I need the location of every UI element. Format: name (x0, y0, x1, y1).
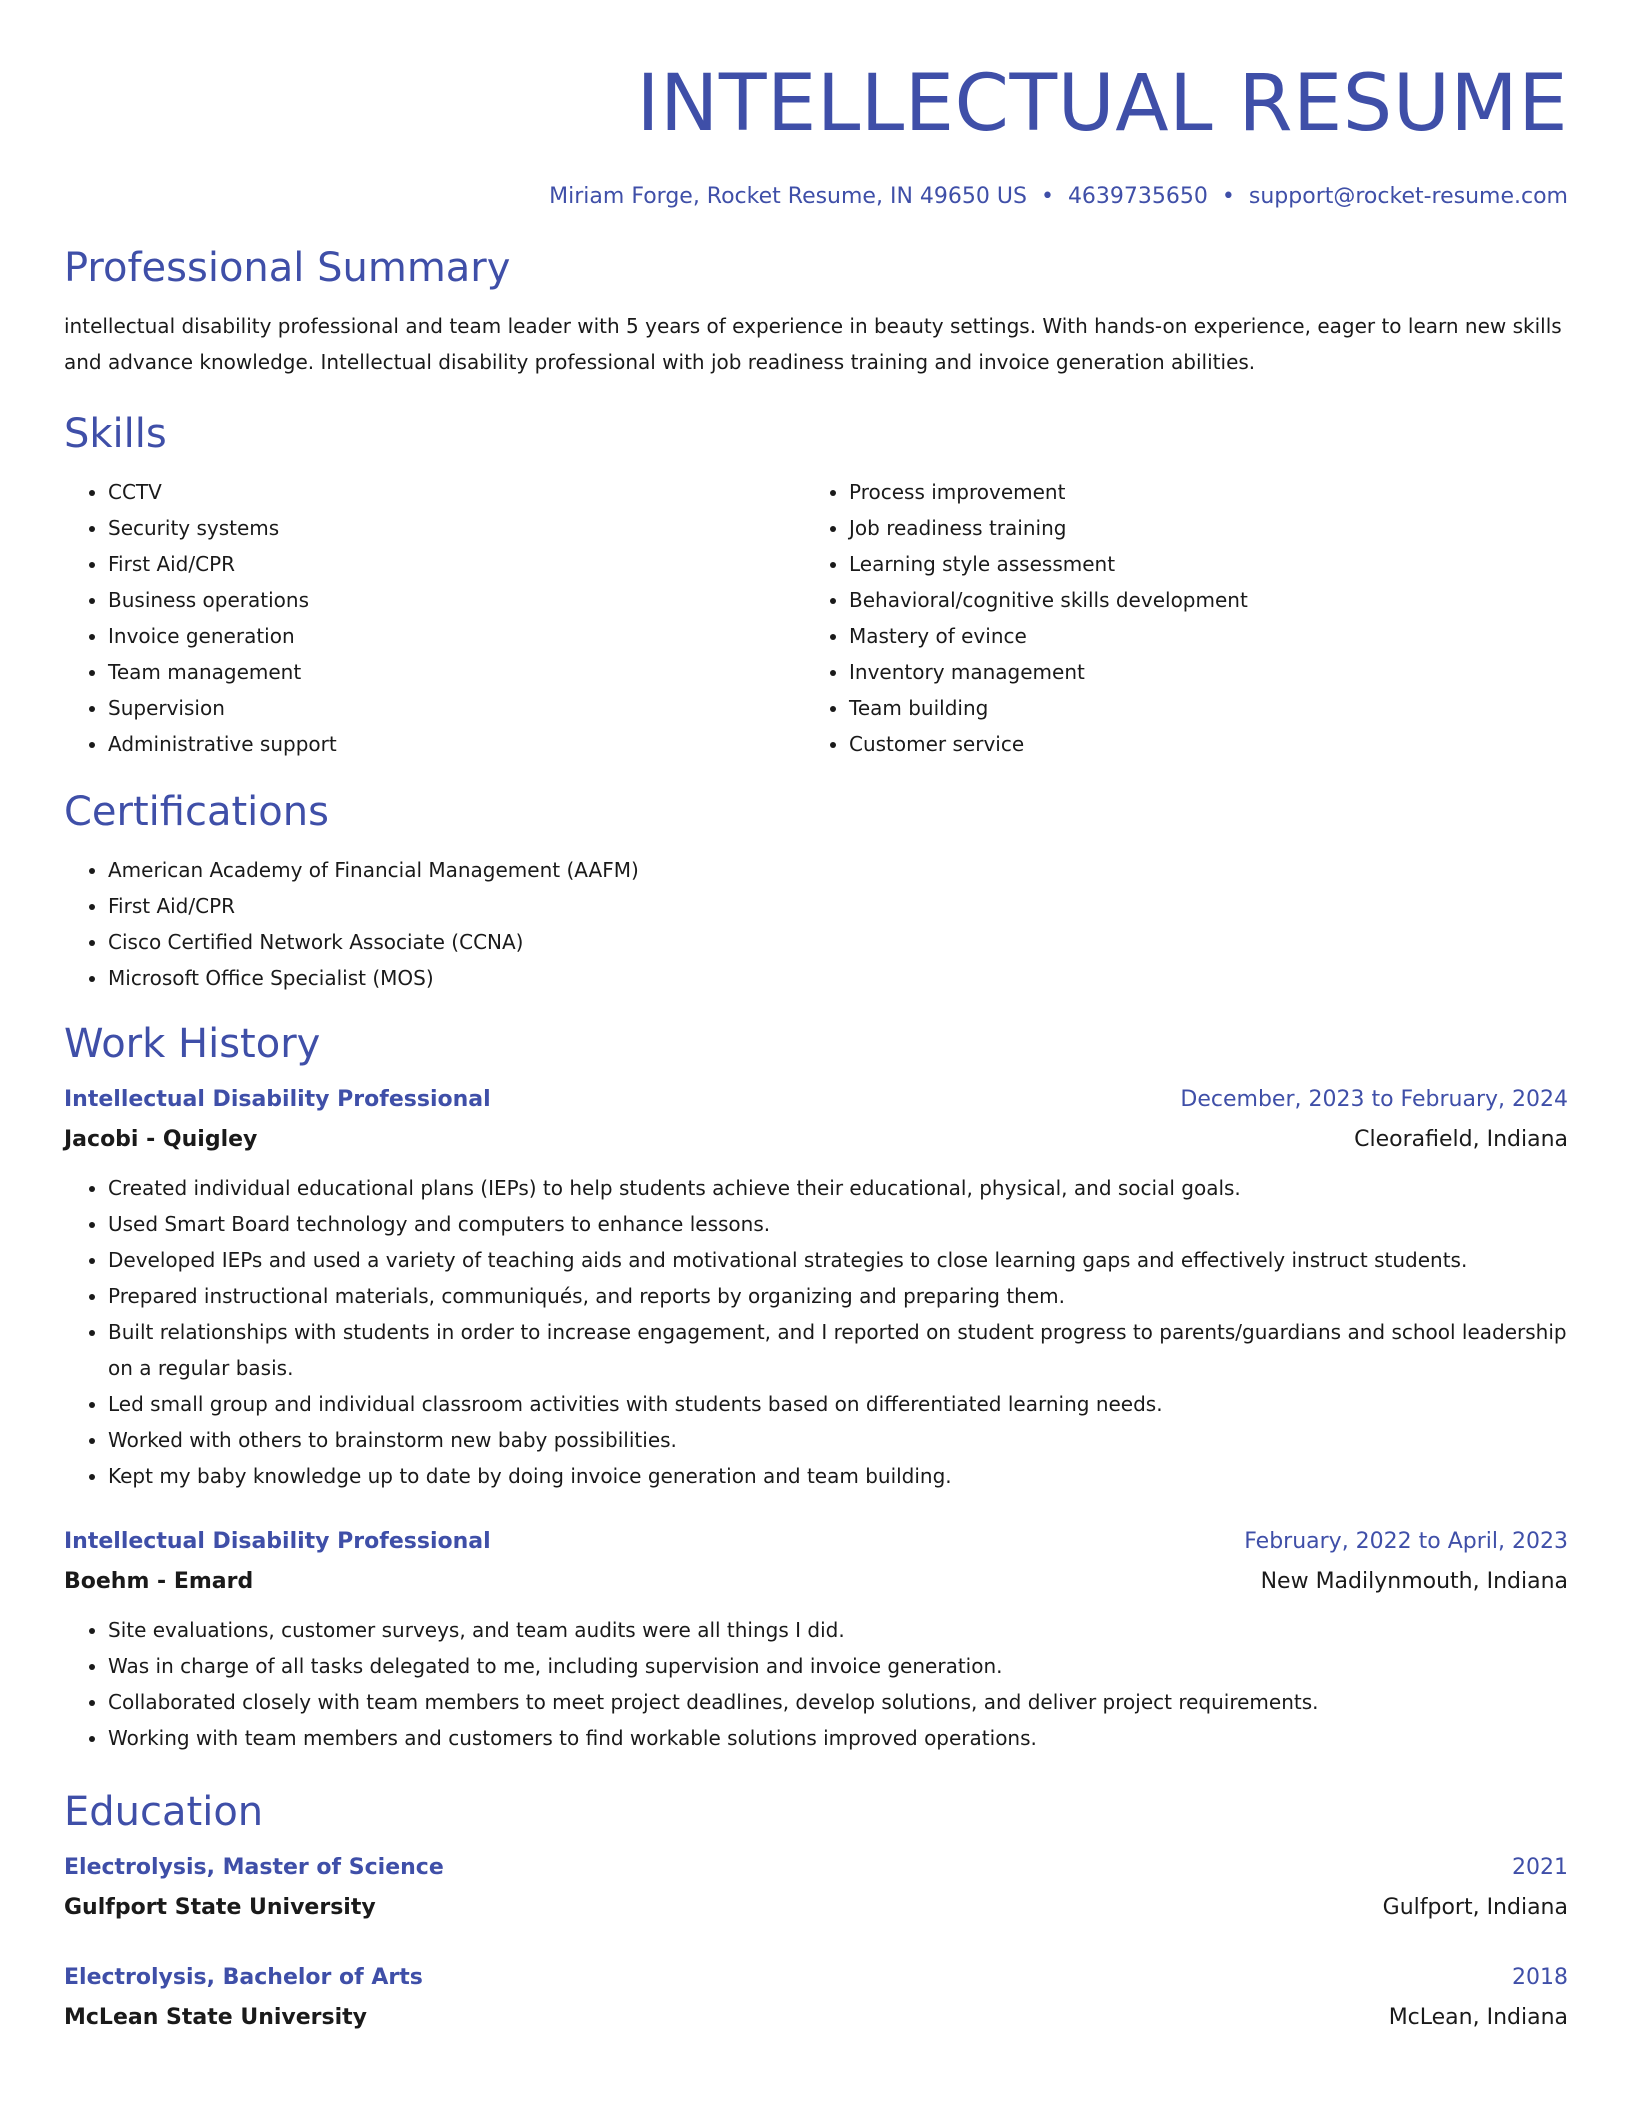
skill-item: • Behavioral/cognitive skills development (849, 582, 1546, 618)
summary-heading: Professional Summary (64, 245, 511, 291)
skill-item: • Security systems (108, 510, 805, 546)
education-degree-row (64, 1848, 1568, 1888)
job-bullet: • Developed IEPs and used a variety of teaching aids and motivational strategies to close learning gaps and effectively instruct students. (108, 1242, 1568, 1278)
job-role: Intellectual Disability Professional (64, 1529, 491, 1554)
skill-item: • Team management (108, 654, 805, 690)
skill-item: • Customer service (849, 726, 1546, 762)
skill-item: • Mastery of evince (849, 618, 1546, 654)
skill-item: • CCTV (108, 474, 805, 510)
contact-separator: • (1040, 184, 1054, 209)
education-school-row (64, 1998, 1568, 2038)
job-company-row (64, 1120, 1568, 1160)
job-dates: December, 2023 to February, 2024 (1180, 1087, 1568, 1112)
job-bullet: • Was in charge of all tasks delegated to me, including supervision and invoice generation. (108, 1648, 1568, 1684)
certification-item: • First Aid/CPR (108, 888, 1568, 924)
skills-heading: Skills (64, 411, 167, 457)
education-entry (64, 1848, 1568, 1928)
resume-title: INTELLECTUAL RESUME (636, 59, 1568, 149)
skill-item: • First Aid/CPR (108, 546, 805, 582)
skill-item: • Administrative support (108, 726, 805, 762)
skill-item: • Business operations (108, 582, 805, 618)
contact-phone: 4639735650 (1067, 184, 1208, 209)
job-bullets (64, 1170, 1568, 1494)
job-dates: February, 2022 to April, 2023 (1244, 1529, 1568, 1554)
skills-columns (64, 474, 1568, 762)
education-school: McLean State University (64, 2005, 368, 2030)
education-degree: Electrolysis, Master of Science (64, 1855, 444, 1880)
contact-email[interactable]: support@rocket-resume.com (1248, 184, 1568, 209)
skill-item: • Team building (849, 690, 1546, 726)
job-company-row (64, 1562, 1568, 1602)
work-history-heading: Work History (64, 1021, 321, 1067)
skills-list-left (64, 474, 805, 762)
certification-item: • Cisco Certified Network Associate (CCNA) (108, 924, 1568, 960)
skill-item: • Process improvement (849, 474, 1546, 510)
job-bullet: • Site evaluations, customer surveys, and team audits were all things I did. (108, 1612, 1568, 1648)
certifications-list (64, 852, 1568, 996)
contact-line (64, 180, 1568, 214)
contact-address: Miriam Forge, Rocket Resume, IN 49650 US (549, 184, 1027, 209)
job-location: Cleorafield, Indiana (1354, 1127, 1568, 1152)
job-title-row (64, 1080, 1568, 1120)
skills-list-right (805, 474, 1546, 762)
summary-text: intellectual disability professional and team leader with 5 years of experience in beauty settings. With hands-on experience, eager to learn new skills and advance knowledge. Intellectual disability professional with job readiness training and invoice generation abilities. (64, 314, 1562, 374)
skill-item: • Supervision (108, 690, 805, 726)
education-school-row (64, 1888, 1568, 1928)
skill-item: • Invoice generation (108, 618, 805, 654)
job-bullet: • Working with team members and customers to find workable solutions improved operations. (108, 1720, 1568, 1756)
education-location: McLean, Indiana (1388, 2005, 1568, 2030)
job-bullet: • Used Smart Board technology and computers to enhance lessons. (108, 1206, 1568, 1242)
contact-separator: • (1221, 184, 1235, 209)
education-year: 2021 (1512, 1855, 1568, 1880)
job-entry (64, 1522, 1568, 1756)
job-bullet: • Worked with others to brainstorm new baby possibilities. (108, 1422, 1568, 1458)
job-bullets (64, 1612, 1568, 1756)
job-bullet: • Prepared instructional materials, communiqués, and reports by organizing and preparing them. (108, 1278, 1568, 1314)
job-entry (64, 1080, 1568, 1494)
education-entry (64, 1958, 1568, 2038)
certification-item: • American Academy of Financial Management (AAFM) (108, 852, 1568, 888)
education-degree: Electrolysis, Bachelor of Arts (64, 1965, 423, 1990)
certification-item: • Microsoft Office Specialist (MOS) (108, 960, 1568, 996)
job-bullet: • Created individual educational plans (IEPs) to help students achieve their educational, physical, and social goals. (108, 1170, 1568, 1206)
education-location: Gulfport, Indiana (1382, 1895, 1568, 1920)
job-bullet: • Kept my baby knowledge up to date by doing invoice generation and team building. (108, 1458, 1568, 1494)
job-bullet: • Collaborated closely with team members to meet project deadlines, develop solutions, and deliver project requirements. (108, 1684, 1568, 1720)
education-degree-row (64, 1958, 1568, 1998)
skill-item: • Inventory management (849, 654, 1546, 690)
skill-item: • Job readiness training (849, 510, 1546, 546)
job-bullet: • Built relationships with students in order to increase engagement, and I reported on student progress to parents/guardians and school leadership on a regular basis. (108, 1314, 1568, 1386)
education-school: Gulfport State University (64, 1895, 376, 1920)
certifications-heading: Certifications (64, 789, 329, 835)
skill-item: • Learning style assessment (849, 546, 1546, 582)
job-company: Jacobi - Quigley (64, 1127, 258, 1152)
job-bullet: • Led small group and individual classroom activities with students based on differentiated learning needs. (108, 1386, 1568, 1422)
job-role: Intellectual Disability Professional (64, 1087, 491, 1112)
job-company: Boehm - Emard (64, 1569, 254, 1594)
education-year: 2018 (1512, 1965, 1568, 1990)
job-location: New Madilynmouth, Indiana (1260, 1569, 1568, 1594)
job-title-row (64, 1522, 1568, 1562)
education-heading: Education (64, 1789, 264, 1835)
